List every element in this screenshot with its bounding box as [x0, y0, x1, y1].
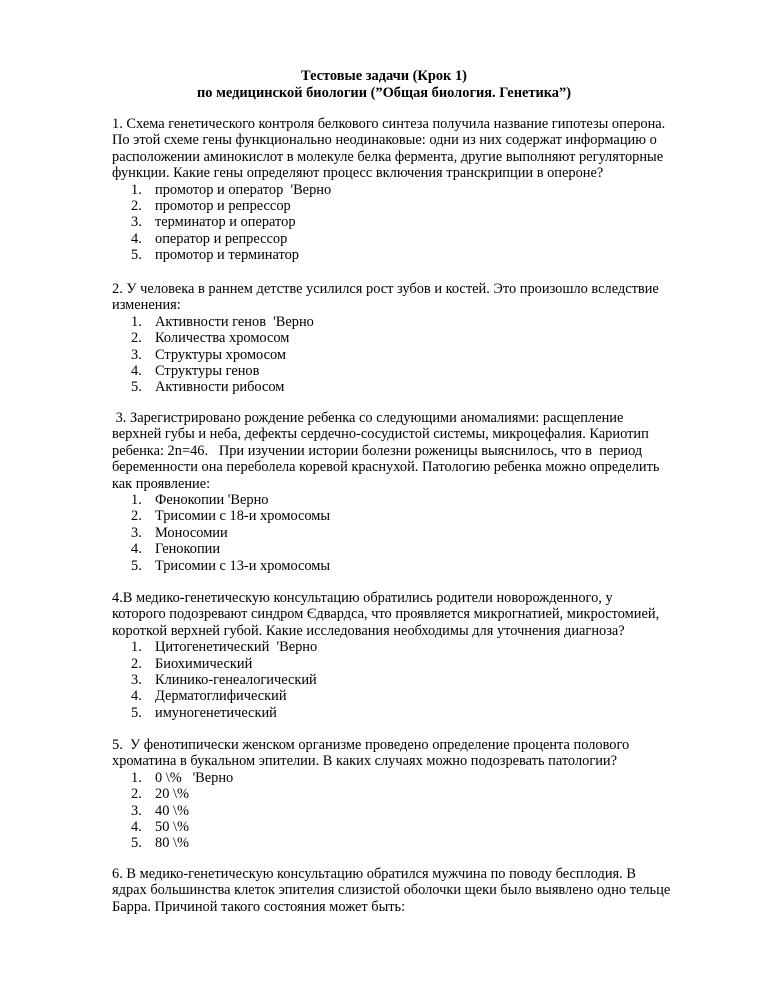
question-text-line: По этой схеме гены функционально неодинаковые: одни из них содержат информацию о — [112, 132, 657, 149]
option-number: 4. — [131, 541, 142, 558]
answer-options — [112, 492, 722, 574]
question-1 — [112, 116, 722, 264]
option-number: 2. — [131, 330, 142, 347]
question-text-line: хроматина в букальном эпителии. В каких случаях можно подозревать патологии? — [112, 753, 618, 770]
answer-options — [112, 182, 722, 264]
option-text: 40 \% — [155, 802, 189, 819]
option-text: Биохимический — [155, 655, 253, 672]
question-text-line: которого подозревают синдром Єдвардса, что проявляется микрогнатией, микростомией, — [112, 606, 660, 623]
answer-options — [112, 770, 722, 852]
question-text-line: изменения: — [112, 297, 181, 314]
option-text: 50 \% — [155, 818, 189, 835]
answer-option — [112, 525, 722, 541]
answer-option — [112, 508, 722, 524]
option-text: 80 \% — [155, 835, 189, 852]
question-text-line: 4.В медико-генетическую консультацию обратились родители новорожденного, у — [112, 590, 613, 606]
option-number: 5. — [131, 835, 142, 852]
answer-options — [112, 314, 722, 396]
answer-option — [112, 214, 722, 230]
question-text-line: 1. Схема генетического контроля белкового синтеза получила название гипотезы оперона. — [112, 116, 666, 132]
option-number: 3. — [131, 524, 142, 541]
option-text: Активности генов 'Верно — [155, 313, 314, 330]
document-subtitle: по медицинской биологии (”Общая биология. Генетика”) — [197, 85, 571, 101]
answer-option — [112, 770, 722, 786]
question-text-line: Барра. Причиной такого состояния может быть: — [112, 898, 406, 915]
option-number: 5. — [131, 379, 142, 396]
answer-option — [112, 803, 722, 819]
option-text: Клинико-генеалогический — [155, 671, 317, 688]
option-text: Генокопии — [155, 541, 221, 558]
answer-option — [112, 558, 722, 574]
answer-option — [112, 541, 722, 557]
option-text: 0 \% 'Верно — [155, 769, 234, 786]
option-number: 3. — [131, 802, 142, 819]
question-4 — [112, 590, 722, 721]
question-text-line: короткой верхней губой. Какие исследования необходимы для уточнения диагноза? — [112, 622, 625, 639]
option-number: 5. — [131, 704, 142, 721]
option-number: 1. — [131, 491, 142, 508]
option-number: 1. — [131, 769, 142, 786]
answer-option — [112, 492, 722, 508]
question-text-line: как проявление: — [112, 475, 211, 492]
option-text: промотор и оператор 'Верно — [155, 181, 332, 198]
question-text-line: 3. Зарегистрировано рождение ребенка со следующими аномалиями: расщепление — [112, 410, 624, 426]
option-number: 4. — [131, 230, 142, 247]
question-text-line: расположении аминокислот в молекуле белка фермента, другие выполняют регуляторные — [112, 148, 664, 165]
question-text-line: функции. Какие гены определяют процесс включения транскрипции в опероне? — [112, 165, 604, 182]
option-number: 2. — [131, 197, 142, 214]
option-number: 4. — [131, 362, 142, 379]
option-text: Трисомии с 18-и хромосомы — [155, 508, 331, 525]
answer-option — [112, 231, 722, 247]
option-text: имуногенетический — [155, 704, 277, 721]
answer-option — [112, 672, 722, 688]
option-text: промотор и репрессор — [155, 197, 291, 214]
answer-option — [112, 182, 722, 198]
document-title: Тестовые задачи (Крок 1) — [301, 68, 467, 84]
option-number: 1. — [131, 313, 142, 330]
answer-option — [112, 819, 722, 835]
option-number: 5. — [131, 557, 142, 574]
question-6 — [112, 866, 722, 915]
answer-option — [112, 363, 722, 379]
option-text: оператор и репрессор — [155, 230, 288, 247]
option-text: Структуры генов — [155, 362, 260, 379]
option-text: Моносомии — [155, 524, 228, 541]
option-text: Дерматоглифический — [155, 688, 287, 705]
answer-option — [112, 198, 722, 214]
option-text: Фенокопии 'Верно — [155, 491, 269, 508]
option-number: 2. — [131, 655, 142, 672]
option-text: 20 \% — [155, 786, 189, 803]
option-number: 4. — [131, 818, 142, 835]
question-text-line: верхней губы и неба, дефекты сердечно-сосудистой системы, микроцефалия. Кариотип — [112, 426, 649, 443]
question-text-line: ядрах большинства клеток эпителия слизистой оболочки щеки было выявлено одно тельце — [112, 882, 671, 899]
option-text: Структуры хромосом — [155, 346, 287, 363]
answer-option — [112, 330, 722, 346]
question-2 — [112, 281, 722, 396]
option-number: 5. — [131, 247, 142, 264]
option-text: Трисомии с 13-и хромосомы — [155, 557, 331, 574]
option-text: Цитогенетический 'Верно — [155, 639, 318, 656]
option-number: 1. — [131, 181, 142, 198]
option-number: 3. — [131, 346, 142, 363]
question-text-line: 5. У фенотипически женском организме проведено определение процента полового — [112, 737, 630, 753]
question-3 — [112, 410, 722, 574]
option-number: 2. — [131, 508, 142, 525]
answer-option — [112, 688, 722, 704]
option-text: Активности рибосом — [155, 379, 285, 396]
question-text-line: беременности она переболела коревой краснухой. Патологию ребенка можно определить — [112, 459, 660, 476]
answer-option — [112, 656, 722, 672]
answer-option — [112, 786, 722, 802]
option-number: 2. — [131, 786, 142, 803]
question-5 — [112, 737, 722, 852]
option-number: 4. — [131, 688, 142, 705]
answer-option — [112, 639, 722, 655]
option-text: Количества хромосом — [155, 330, 290, 347]
answer-option — [112, 705, 722, 721]
question-text-line: ребенка: 2n=46. При изучении истории болезни роженицы выяснилось, что в период — [112, 442, 643, 459]
answer-option — [112, 379, 722, 395]
question-text-line: 6. В медико-генетическую консультацию обратился мужчина по поводу бесплодия. В — [112, 866, 636, 882]
option-text: промотор и терминатор — [155, 247, 299, 264]
answer-option — [112, 347, 722, 363]
answer-option — [112, 835, 722, 851]
option-number: 3. — [131, 671, 142, 688]
answer-option — [112, 247, 722, 263]
answer-options — [112, 639, 722, 721]
question-text-line: 2. У человека в раннем детстве усилился рост зубов и костей. Это произошло вследствие — [112, 281, 659, 297]
answer-option — [112, 314, 722, 330]
option-number: 3. — [131, 214, 142, 231]
option-text: терминатор и оператор — [155, 214, 296, 231]
option-number: 1. — [131, 639, 142, 656]
